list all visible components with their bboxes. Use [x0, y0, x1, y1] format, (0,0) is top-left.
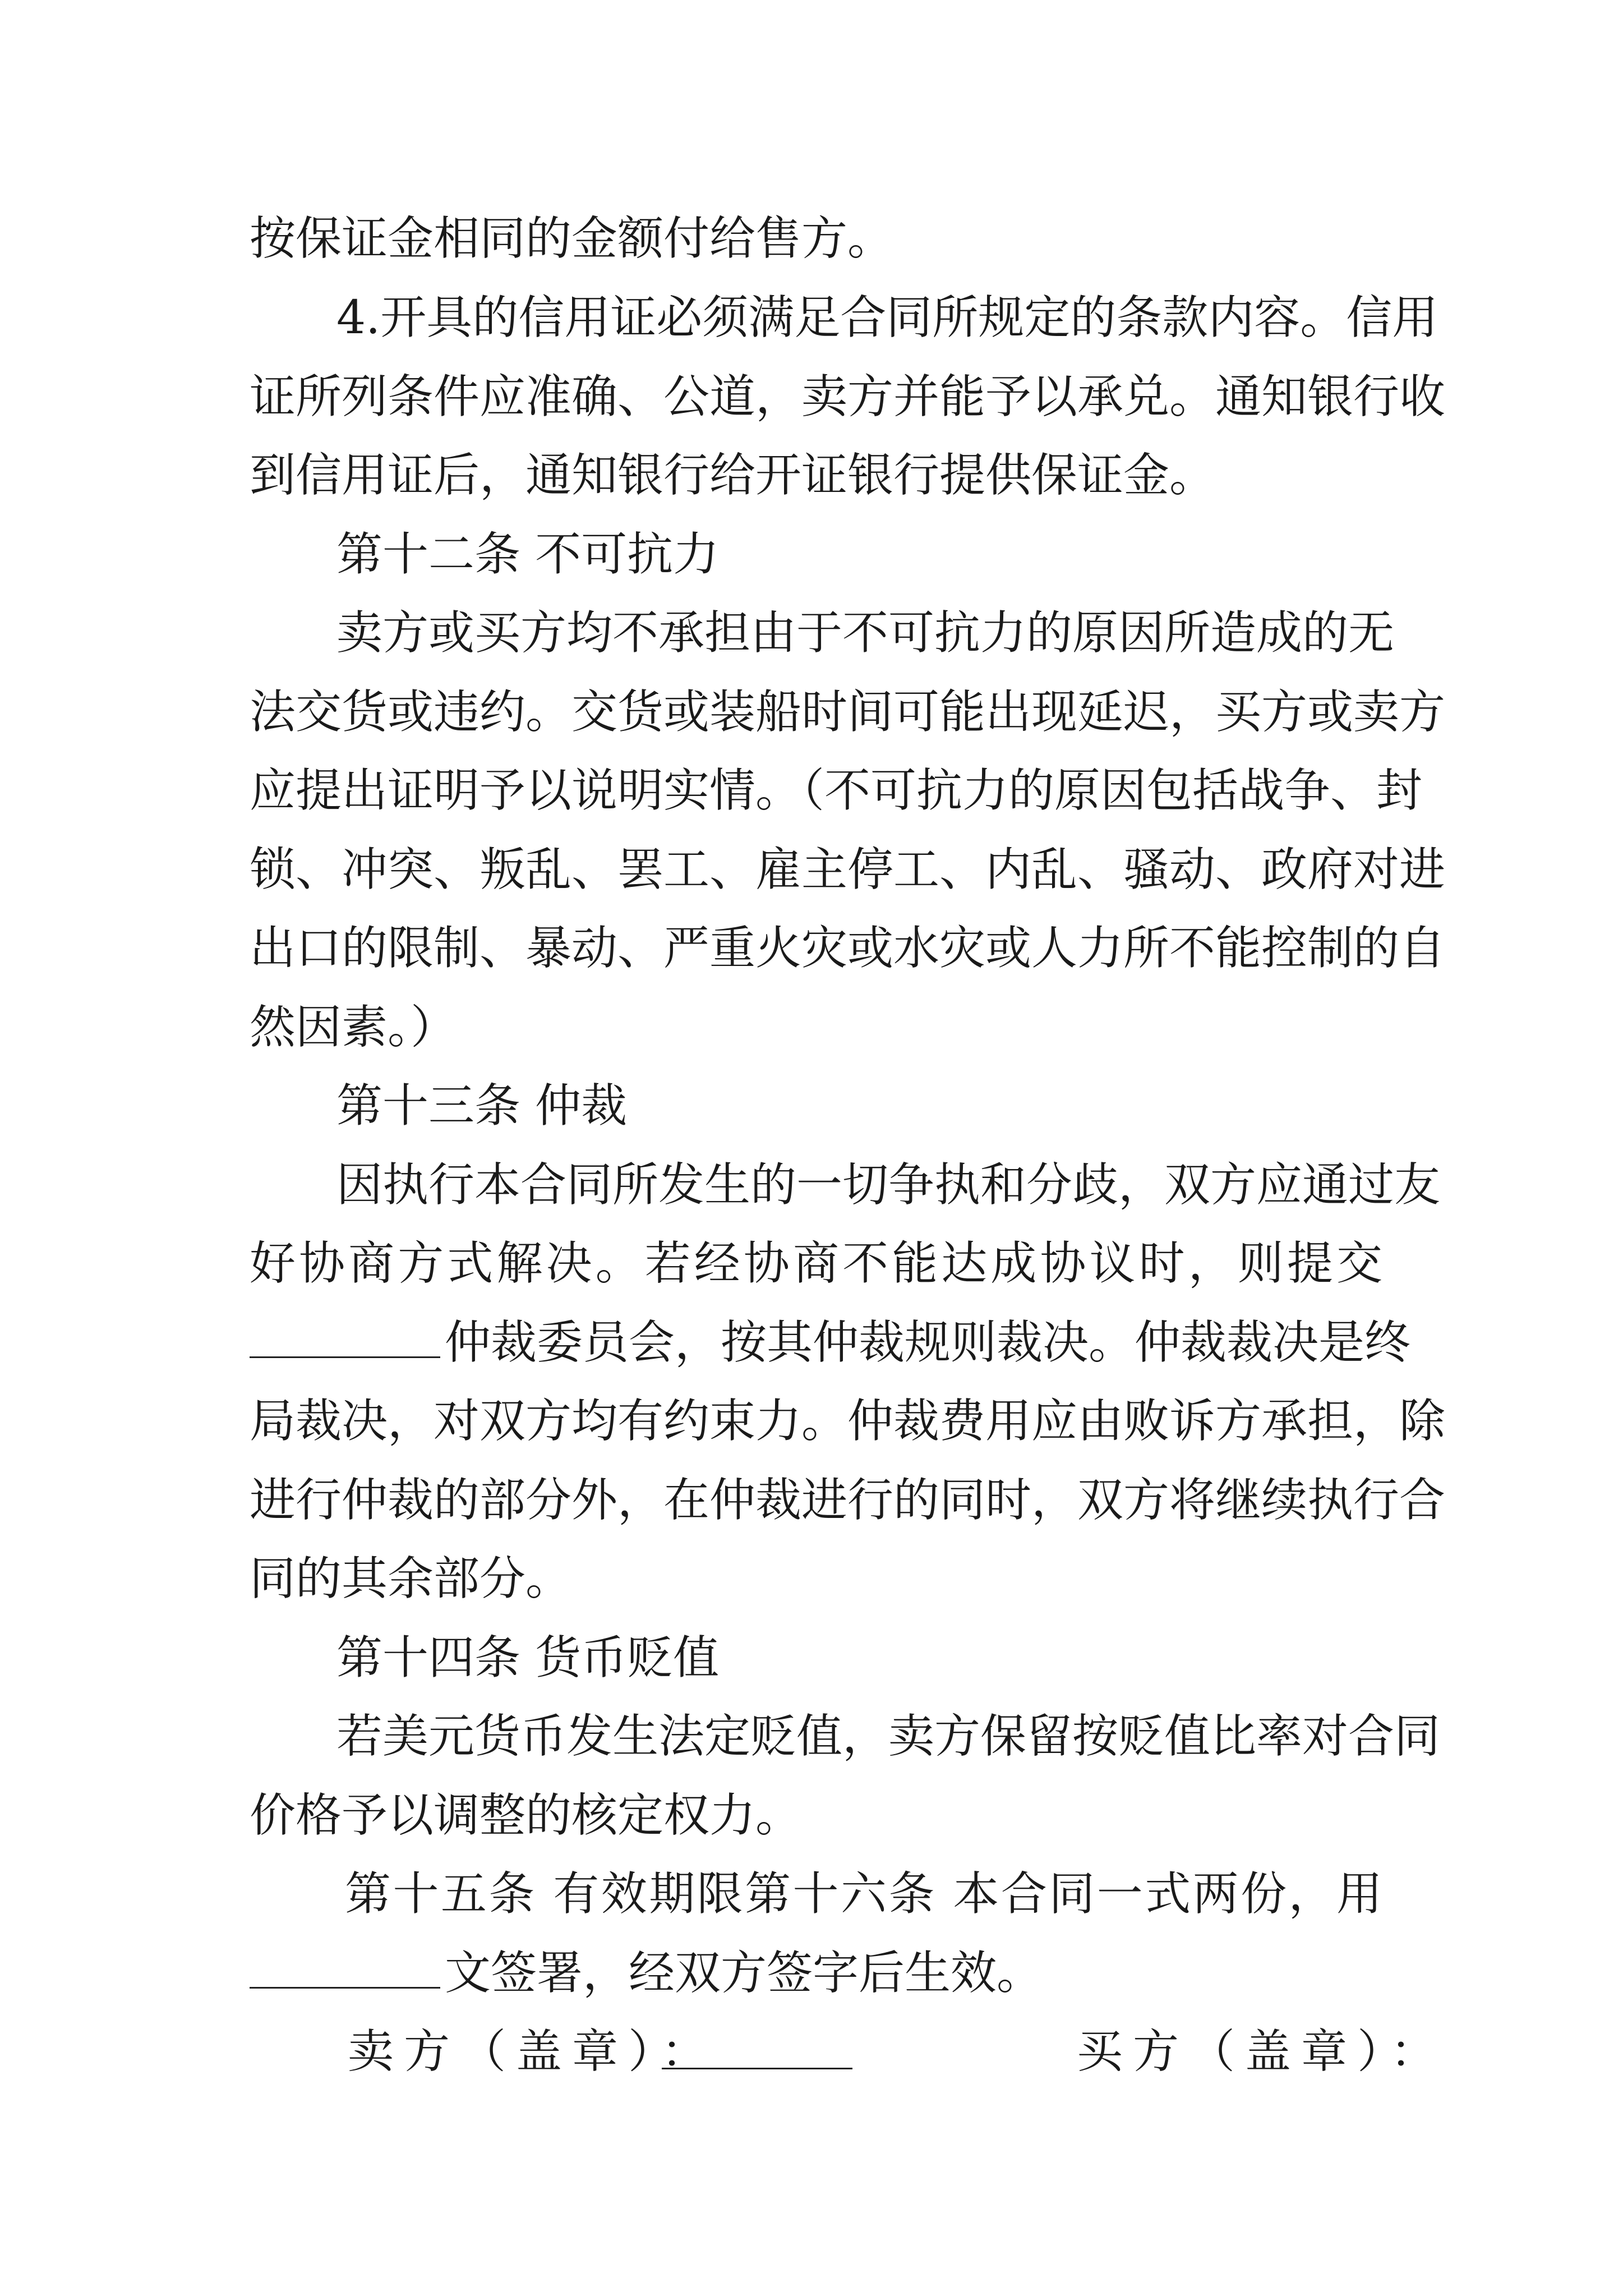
text-line: 到信用证后，通知银行给开证银行提供保证金。	[250, 449, 1216, 502]
text-line: 进行仲裁的部分外，在仲裁进行的同时，双方将继续执行合	[250, 1474, 1446, 1527]
text-line	[250, 1304, 1411, 1382]
text-line: 若美元货币发生法定贬值，卖方保留按贬值比率对合同	[336, 1710, 1441, 1763]
text-line: 然因素。）	[250, 1001, 457, 1054]
fill-in-blank	[250, 1948, 440, 1989]
text-segment: 仲裁委员会，按其仲裁规则裁决。仲裁裁决是终	[445, 1316, 1411, 1369]
text-line: 出口的限制、暴动、严重火灾或水灾或人力所不能控制的自	[250, 922, 1446, 975]
section-heading: 第十二条 不可抗力	[336, 528, 720, 581]
text-line: 局裁决，对双方均有约束力。仲裁费用应由败诉方承担，除	[250, 1395, 1446, 1448]
text-line: 锁、冲突、叛乱、罢工、雇主停工、内乱、骚动、政府对进	[250, 843, 1446, 896]
text-segment: 文签署，经双方签字后生效。	[445, 1947, 1043, 2000]
text-line: 法交货或违约。交货或装船时间可能出现延迟，买方或卖方	[250, 685, 1446, 739]
section-heading: 第十三条 仲裁	[336, 1079, 628, 1133]
text-line: 证所列条件应准确、公道，卖方并能予以承兑。通知银行收	[250, 370, 1446, 424]
fill-in-blank	[250, 1317, 440, 1358]
text-line: 价格予以调整的核定权力。	[250, 1789, 802, 1842]
text-line: 应提出证明予以说明实情。（不可抗力的原因包括战争、封	[250, 764, 1423, 817]
text-line: 同的其余部分。	[250, 1552, 572, 1605]
text-line: 好协商方式解决。若经协商不能达成协议时，则提交	[250, 1237, 1382, 1290]
text-line: 第十五条 有效期限第十六条 本合同一式两份，用	[345, 1867, 1382, 1921]
buyer-seal-label: 买方（盖章）：	[1077, 2025, 1447, 2078]
text-line: 4.开具的信用证必须满足合同所规定的条款内容。信用	[336, 291, 1438, 344]
text-line: 卖方或买方均不承担由于不可抗力的原因所造成的无	[336, 606, 1395, 660]
seller-signature-blank	[662, 2023, 852, 2069]
text-line: 因执行本合同所发生的一切争执和分歧，双方应通过友	[336, 1158, 1441, 1212]
section-heading: 第十四条 货币贬值	[336, 1631, 720, 1685]
seller-seal-label: 卖方（盖章）：	[348, 2025, 718, 2078]
text-line: 按保证金相同的金额付给售方。	[250, 212, 894, 265]
text-line	[250, 1934, 1382, 2013]
